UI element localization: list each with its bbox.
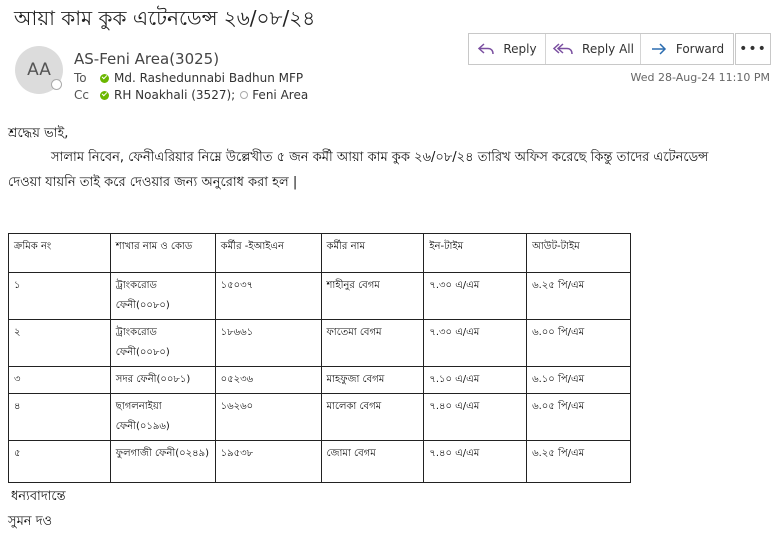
table-cell: ৬.২৫ পি/এম: [527, 441, 631, 483]
table-cell: ৬.২৫ পি/এম: [527, 273, 631, 320]
table-cell: ৪: [9, 394, 111, 441]
reply-all-label: Reply All: [582, 42, 634, 56]
cc-row: [74, 88, 308, 102]
table-cell: ৭.১০ এ/এম: [424, 367, 527, 394]
cc-label: Cc: [74, 88, 89, 102]
table-cell: ০৫২৩৬: [215, 367, 321, 394]
table-cell: জোমা বেগম: [321, 441, 424, 483]
table-cell: ট্রাংকরোড ফেনী(০০৮০): [110, 320, 215, 367]
table-cell: ২: [9, 320, 111, 367]
reply-icon: [477, 42, 495, 56]
reply-all-icon: [552, 42, 574, 56]
table-cell: ফুলগাজী ফেনী(০২৪৯): [110, 441, 215, 483]
table-header-cell: ক্রমিক নং: [9, 234, 111, 273]
attendance-table: [8, 233, 631, 483]
body-line-1: সালাম নিবেন, ফেনীএরিয়ার নিম্নে উল্লেখীত ৫ জন কর্মী আয়া কাম কুক ২৬/০৮/২৪ তারিখ অফিস করেছে কিন্তু তাদের এটেনডেন্স: [51, 150, 709, 165]
table-cell: ১৬২৬০: [215, 394, 321, 441]
body-line-2: দেওয়া যায়নি তাই করে দেওয়ার জন্য অনুরোধ করা হল |: [8, 175, 298, 190]
table-header-cell: কর্মীর -ইআইএন: [215, 234, 321, 273]
to-recipient[interactable]: Md. Rashedunnabi Badhun MFP: [114, 71, 304, 85]
cc-recipient[interactable]: RH Noakhali (3527);: [114, 88, 236, 102]
to-label: To: [74, 71, 87, 85]
sender-avatar[interactable]: AA: [15, 46, 63, 94]
presence-status-icon: [51, 79, 62, 90]
table-cell: ১৫০৩৭: [215, 273, 321, 320]
message-actions: [468, 33, 734, 65]
table-cell: সদর ফেনী(০০৮১): [110, 367, 215, 394]
sender-name[interactable]: AS-Feni Area(3025): [74, 50, 220, 68]
table-cell: ৭.৩০ এ/এম: [424, 320, 527, 367]
table-cell: ৫: [9, 441, 111, 483]
email-subject: আয়া কাম কুক এটেনডেন্স ২৬/০৮/২৪: [14, 6, 316, 30]
sent-date: Wed 28-Aug-24 11:10 PM: [630, 71, 770, 84]
forward-arrow-icon: [650, 42, 668, 56]
forward-label: Forward: [675, 42, 725, 56]
table-header-cell: কর্মীর নাম: [321, 234, 424, 273]
table-cell: মালেকা বেগম: [321, 394, 424, 441]
cc-recipient[interactable]: Feni Area: [252, 88, 309, 102]
table-cell: ৬.১০ পি/এম: [527, 367, 631, 394]
offline-status-icon: [240, 91, 248, 99]
reply-label: Reply: [503, 42, 537, 56]
table-cell: ট্রাংকরোড ফেনী(০০৮০): [110, 273, 215, 320]
available-status-icon: [100, 74, 109, 83]
forward-button[interactable]: [641, 34, 733, 64]
table-cell: শাহীনুর বেগম: [321, 273, 424, 320]
table-header-cell: আউট-টাইম: [527, 234, 631, 273]
table-cell: ৬.০৫ পি/এম: [527, 394, 631, 441]
table-cell: ৬.০০ পি/এম: [527, 320, 631, 367]
greeting: শ্রদ্ধেয় ভাই,: [8, 126, 69, 141]
signature: সুমন দও: [8, 514, 53, 529]
table-cell: ১৮৬৬১: [215, 320, 321, 367]
table-cell: ১৯৫৩৮: [215, 441, 321, 483]
table-row: [9, 394, 631, 441]
more-actions-button[interactable]: •••: [735, 33, 771, 65]
table-cell: ১: [9, 273, 111, 320]
table-row: [9, 320, 631, 367]
table-cell: মাহফুজা বেগম: [321, 367, 424, 394]
reply-button[interactable]: [469, 34, 546, 64]
table-header-row: [9, 234, 631, 273]
table-header-cell: শাখার নাম ও কোড: [110, 234, 215, 273]
table-row: [9, 273, 631, 320]
table-cell: ৭.৩০ এ/এম: [424, 273, 527, 320]
table-row: [9, 441, 631, 483]
available-status-icon: [100, 91, 109, 100]
to-row: [74, 71, 303, 85]
table-cell: ৭.৪০ এ/এম: [424, 441, 527, 483]
table-cell: ৭.৪০ এ/এম: [424, 394, 527, 441]
table-cell: ফাতেমা বেগম: [321, 320, 424, 367]
reply-all-button[interactable]: [546, 34, 641, 64]
closing: ধন্যবাদান্তে: [11, 489, 66, 504]
table-row: [9, 367, 631, 394]
table-header-cell: ইন-টাইম: [424, 234, 527, 273]
table-cell: ৩: [9, 367, 111, 394]
table-cell: ছাগলনাইয়া ফেনী(০১৯৬): [110, 394, 215, 441]
